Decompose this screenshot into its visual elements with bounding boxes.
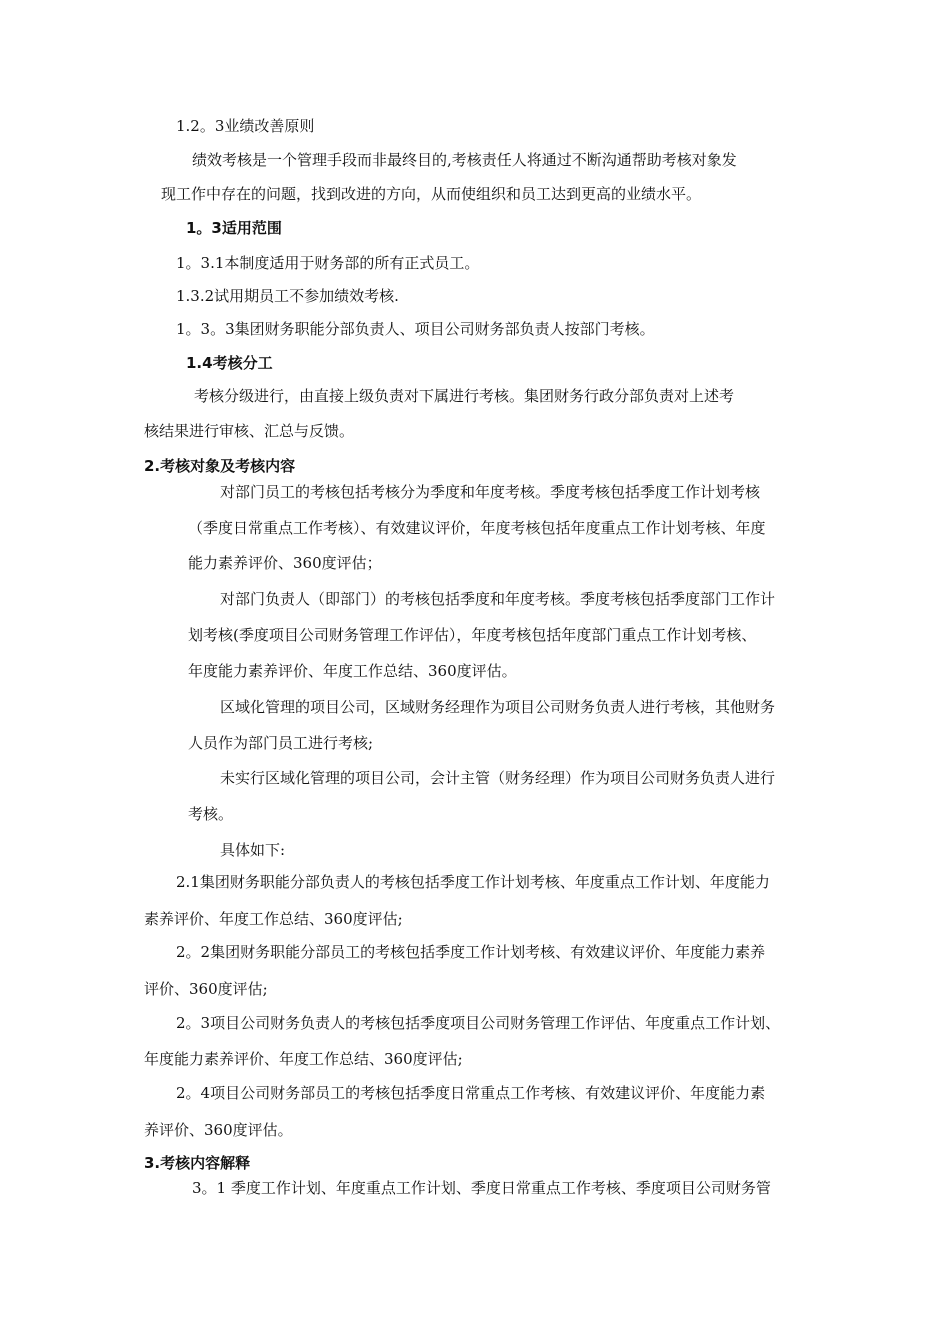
section-1-2-3-text-line1: 绩效考核是一个管理手段而非最终目的,考核责任人将通过不断沟通帮助考核对象发 — [192, 151, 737, 169]
section-1-2-3-heading: 1.2。3业绩改善原则 — [176, 117, 315, 135]
section-2-4-line1: 2。4项目公司财务部员工的考核包括季度日常重点工作考核、有效建议评价、年度能力素 — [176, 1084, 766, 1102]
section-2-3-line1: 2。3项目公司财务负责人的考核包括季度项目公司财务管理工作评估、年度重点工作计划、 — [176, 1014, 781, 1032]
section-2-1-line2: 素养评价、年度工作总结、360度评估; — [144, 910, 403, 928]
section-2-2-line1: 2。2集团财务职能分部员工的考核包括季度工作计划考核、有效建议评价、年度能力素养 — [176, 943, 766, 961]
section-2-para-d-line1: 未实行区域化管理的项目公司，会计主管（财务经理）作为项目公司财务负责人进行 — [220, 769, 776, 787]
section-3-1-line1: 3。1 季度工作计划、年度重点工作计划、季度日常重点工作考核、季度项目公司财务管 — [192, 1179, 771, 1197]
section-2-para-d-line2: 考核。 — [188, 805, 234, 823]
section-1-3-2-text: 1.3.2试用期员工不参加绩效考核. — [176, 287, 399, 305]
section-2-para-b-line2: 划考核(季度项目公司财务管理工作评估），年度考核包括年度部门重点工作计划考核、 — [188, 626, 757, 644]
section-2-para-b-line3: 年度能力素养评价、年度工作总结、360度评估。 — [188, 662, 517, 680]
section-1-4-text-line1: 考核分级进行，由直接上级负责对下属进行考核。集团财务行政分部负责对上述考 — [194, 387, 735, 405]
section-2-3-line2: 年度能力素养评价、年度工作总结、360度评估; — [144, 1050, 463, 1068]
section-2-para-b-line1: 对部门负责人（即部门）的考核包括季度和年度考核。季度考核包括季度部门工作计 — [220, 590, 776, 608]
section-2-para-a-line2: （季度日常重点工作考核）、有效建议评价，年度考核包括年度重点工作计划考核、年度 — [188, 519, 766, 537]
section-2-4-line2: 养评价、360度评估。 — [144, 1121, 293, 1139]
section-1-3-1-text: 1。3.1本制度适用于财务部的所有正式员工。 — [176, 254, 480, 272]
section-1-2-3-text-line2: 现工作中存在的问题，找到改进的方向，从而使组织和员工达到更高的业绩水平。 — [161, 185, 702, 203]
section-1-3-heading: 1。3适用范围 — [186, 219, 282, 237]
section-2-para-e: 具体如下: — [220, 841, 286, 859]
section-2-heading: 2.考核对象及考核内容 — [144, 457, 296, 475]
section-1-4-text-line2: 核结果进行审核、汇总与反馈。 — [144, 422, 355, 440]
section-2-para-c-line2: 人员作为部门员工进行考核; — [188, 734, 374, 752]
section-1-4-heading: 1.4考核分工 — [186, 354, 273, 372]
section-2-para-c-line1: 区域化管理的项目公司，区域财务经理作为项目公司财务负责人进行考核，其他财务 — [220, 698, 776, 716]
section-2-para-a-line3: 能力素养评价、360度评估； — [188, 554, 382, 572]
section-3-heading: 3.考核内容解释 — [144, 1154, 251, 1172]
section-2-2-line2: 评价、360度评估; — [144, 980, 268, 998]
section-2-1-line1: 2.1集团财务职能分部负责人的考核包括季度工作计划考核、年度重点工作计划、年度能力 — [176, 873, 770, 891]
section-1-3-3-text: 1。3。3集团财务职能分部负责人、项目公司财务部负责人按部门考核。 — [176, 320, 655, 338]
section-2-para-a-line1: 对部门员工的考核包括考核分为季度和年度考核。季度考核包括季度工作计划考核 — [220, 483, 761, 501]
